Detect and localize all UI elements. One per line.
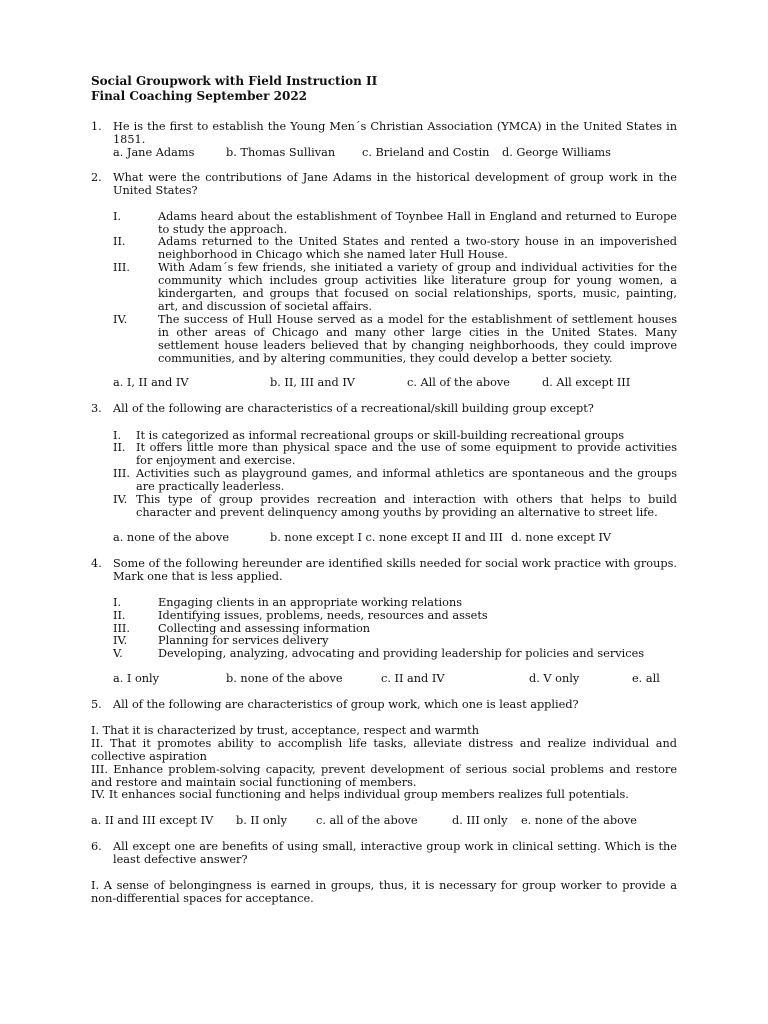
document-title: Social Groupwork with Field Instruction II: [91, 74, 378, 88]
option-a: a. Jane Adams: [113, 146, 195, 159]
roman-numeral: III.: [113, 467, 130, 480]
question-text: All of the following are characteristics of a recreational/skill building group except?: [113, 402, 594, 415]
option-e: e. all: [632, 672, 660, 685]
question-5-statement-2: II. That it promotes ability to accomplish life tasks, alleviate distress and realize individual and collective aspiration: [91, 737, 677, 763]
option-d: d. III only: [452, 814, 508, 827]
question-text: All of the following are characteristics of group work, which one is least applied?: [113, 698, 579, 711]
option-a: a. I only: [113, 672, 160, 685]
roman-numeral: IV.: [113, 634, 128, 647]
question-1: [91, 120, 677, 146]
item-text: It is categorized as informal recreational groups or skill-building recreational groups: [136, 429, 625, 442]
item-text: Planning for services delivery: [158, 634, 329, 647]
item-text: With Adam´s few friends, she initiated a variety of group and individual activities for the community which includes group activities like literature group for young women, a kindergarten, and groups that focused on social relationships, sports, music, painting, art, and discussion of societal affairs.: [158, 261, 677, 313]
item-text: Activities such as playground games, and informal athletics are spontaneous and the groups are practically leaderless.: [136, 467, 677, 493]
question-5-statement-1: I. That it is characterized by trust, acceptance, respect and warmth: [91, 724, 479, 737]
item-text: The success of Hull House served as a model for the establishment of settlement houses in other areas of Chicago and many other large cities in the United States. Many settlement house leaders believed that by changing neighborhoods, they could improve communities, and by altering communities, they could develop a better society.: [158, 313, 677, 365]
item-text: It offers little more than physical space and the use of some equipment to provide activities for enjoyment and exercise.: [136, 441, 677, 467]
option-a: a. I, II and IV: [113, 376, 189, 389]
question-2: [91, 171, 677, 197]
roman-numeral: III.: [113, 622, 130, 635]
option-a: a. II and III except IV: [91, 814, 214, 827]
option-e: e. none of the above: [521, 814, 637, 827]
roman-numeral: I.: [113, 210, 122, 223]
roman-numeral: IV.: [113, 313, 128, 326]
question-4: [91, 557, 677, 583]
item-text: Adams heard about the establishment of Toynbee Hall in England and returned to Europe to study the approach.: [158, 210, 677, 236]
item-text: Developing, analyzing, advocating and providing leadership for policies and services: [158, 647, 645, 660]
option-b: b. none of the above: [226, 672, 343, 685]
roman-numeral: II.: [113, 609, 126, 622]
question-number: 3.: [91, 402, 102, 415]
roman-numeral: II.: [113, 235, 126, 248]
roman-numeral: V.: [113, 647, 123, 660]
option-b: b. none except I c. none except II and III: [270, 531, 503, 544]
option-d: d. All except III: [542, 376, 631, 389]
question-5: [91, 698, 677, 711]
option-b: b. II, III and IV: [270, 376, 355, 389]
document-subtitle: Final Coaching September 2022: [91, 89, 308, 103]
item-text: Identifying issues, problems, needs, resources and assets: [158, 609, 488, 622]
question-5-statement-4: IV. It enhances social functioning and helps individual group members realizes full potentials.: [91, 788, 629, 801]
question-number: 5.: [91, 698, 102, 711]
roman-numeral: I.: [113, 429, 122, 442]
roman-numeral: II.: [113, 441, 126, 454]
option-d: d. V only: [529, 672, 580, 685]
option-c: c. All of the above: [407, 376, 510, 389]
question-number: 1.: [91, 120, 102, 133]
question-3: [91, 402, 677, 415]
question-5-statement-3: III. Enhance problem-solving capacity, prevent development of serious social problems and restore and restore and maintain social functioning of members.: [91, 763, 677, 789]
roman-numeral: IV.: [113, 493, 128, 506]
option-c: c. all of the above: [316, 814, 418, 827]
question-text: Some of the following hereunder are identified skills needed for social work practice with groups. Mark one that is less applied.: [113, 557, 677, 583]
roman-numeral: I.: [113, 596, 122, 609]
question-number: 2.: [91, 171, 102, 184]
question-number: 4.: [91, 557, 102, 570]
item-text: Engaging clients in an appropriate working relations: [158, 596, 463, 609]
option-c: c. II and IV: [381, 672, 445, 685]
option-d: d. George Williams: [502, 146, 611, 159]
option-b: b. Thomas Sullivan: [226, 146, 336, 159]
item-text: Adams returned to the United States and rented a two-story house in an impoverished neighborhood in Chicago which she named later Hull House.: [158, 235, 677, 261]
option-b: b. II only: [236, 814, 288, 827]
question-text: He is the first to establish the Young Men´s Christian Association (YMCA) in the United States in 1851.: [113, 120, 677, 146]
option-c: c. Brieland and Costin: [362, 146, 490, 159]
question-6-statement-1: I. A sense of belongingness is earned in groups, thus, it is necessary for group worker to provide a non-differential spaces for acceptance.: [91, 879, 677, 905]
question-text: What were the contributions of Jane Adams in the historical development of group work in the United States?: [113, 171, 677, 197]
option-d: d. none except IV: [511, 531, 612, 544]
item-text: This type of group provides recreation and interaction with others that helps to build character and prevent delinquency among youths by providing an alternative to street life.: [136, 493, 677, 519]
question-text: All except one are benefits of using small, interactive group work in clinical setting. Which is the least defective answer?: [113, 840, 677, 866]
item-text: Collecting and assessing information: [158, 622, 371, 635]
question-6: [91, 840, 677, 866]
question-number: 6.: [91, 840, 102, 853]
roman-numeral: III.: [113, 261, 130, 274]
option-a: a. none of the above: [113, 531, 230, 544]
